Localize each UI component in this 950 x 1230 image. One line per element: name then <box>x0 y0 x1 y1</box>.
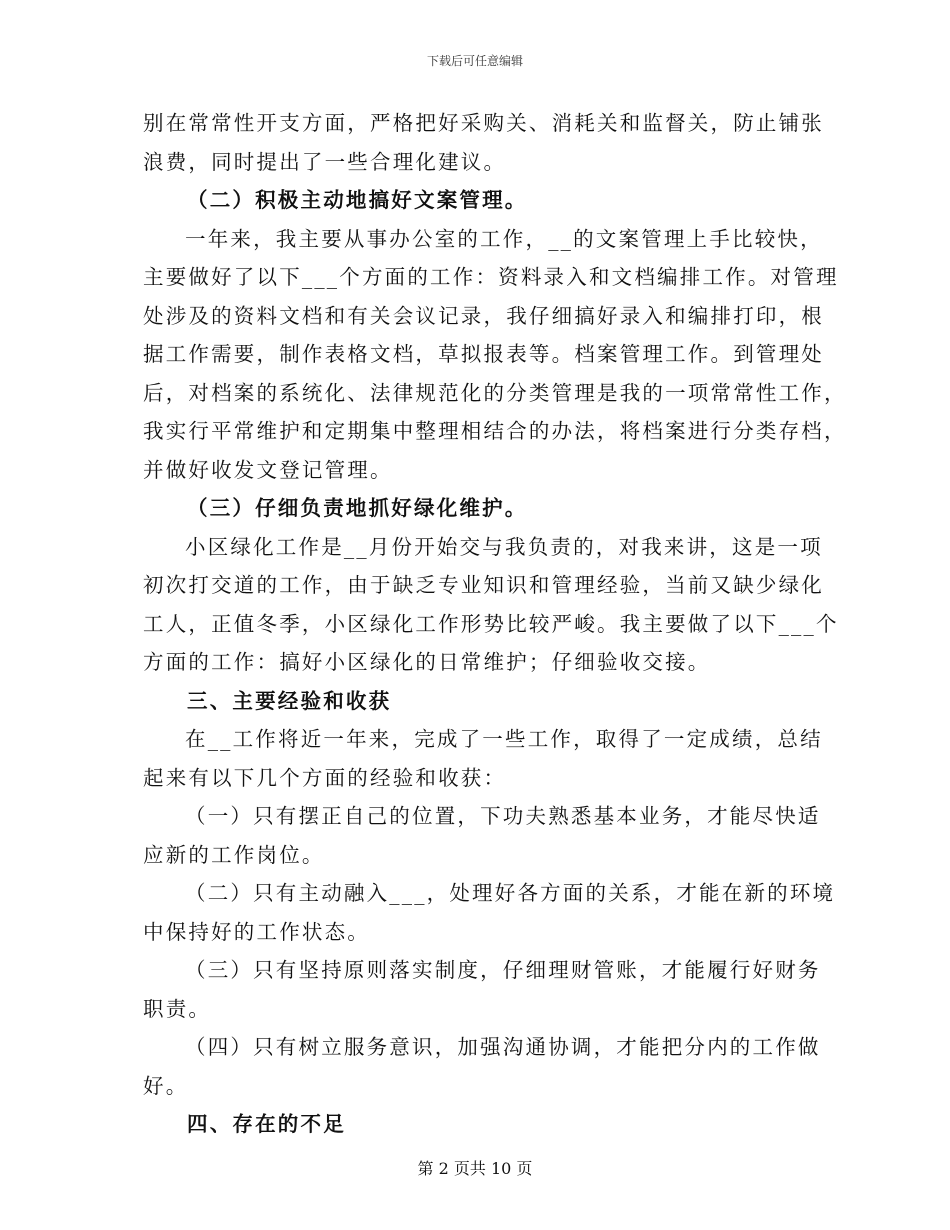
body-line: 我实行平常维护和定期集中整理相结合的办法，将档案进行分类存档， <box>143 419 847 443</box>
section-heading: （二）积极主动地搞好文案管理。 <box>187 188 528 212</box>
section-heading: 三、主要经验和收获 <box>187 688 392 713</box>
body-line: 后，对档案的系统化、法律规范化的分类管理是我的一项常常性工作， <box>143 380 847 405</box>
body-line: （二）只有主动融入___，处理好各方面的关系，才能在新的环境 <box>185 881 836 905</box>
body-line: 浪费，同时提出了一些合理化建议。 <box>143 149 507 174</box>
body-line: 起来有以下几个方面的经验和收获： <box>143 765 507 790</box>
body-line: （三）只有坚持原则落实制度，仔细理财管账，才能履行好财务 <box>185 958 821 982</box>
body-line: 工人，正值冬季，小区绿化工作形势比较严峻。我主要做了以下___个 <box>143 611 839 636</box>
body-line: 初次打交道的工作，由于缺乏专业知识和管理经验，当前又缺少绿化 <box>143 573 824 597</box>
body-line: 好。 <box>143 1073 189 1098</box>
body-line: 方面的工作：搞好小区绿化的日常维护；仔细验收交接。 <box>143 650 711 674</box>
page-footer: 第 2 页共 10 页 <box>417 1159 533 1178</box>
body-line: （四）只有树立服务意识，加强沟通协调，才能把分内的工作做 <box>185 1035 821 1059</box>
body-line: 中保持好的工作状态。 <box>143 919 370 944</box>
body-line: 小区绿化工作是__月份开始交与我负责的，对我来讲，这是一项 <box>185 534 823 559</box>
section-heading: 四、存在的不足 <box>187 1112 346 1136</box>
body-line: （一）只有摆正自己的位置，下功夫熟悉基本业务，才能尽快适 <box>185 804 821 828</box>
body-line: 在__工作将近一年来，完成了一些工作，取得了一定成绩，总结 <box>185 727 823 751</box>
body-line: 据工作需要，制作表格文档，草拟报表等。档案管理工作。到管理处 <box>143 342 824 366</box>
page-header: 下载后可任意编辑 <box>426 54 523 68</box>
body-line: 别在常常性开支方面，严格把好采购关、消耗关和监督关，防止铺张 <box>143 111 824 135</box>
document-body <box>143 104 847 1144</box>
body-line: 应新的工作岗位。 <box>143 842 325 867</box>
body-line: 并做好收发文登记管理。 <box>143 457 393 482</box>
body-line: 一年来，我主要从事办公室的工作，__的文案管理上手比较快， <box>185 226 823 251</box>
section-heading: （三）仔细负责地抓好绿化维护。 <box>187 496 528 520</box>
body-line: 职责。 <box>143 996 212 1021</box>
body-line: 处涉及的资料文档和有关会议记录，我仔细搞好录入和编排打印，根 <box>143 303 824 328</box>
body-line: 主要做好了以下___个方面的工作：资料录入和文档编排工作。对管理 <box>143 265 839 289</box>
